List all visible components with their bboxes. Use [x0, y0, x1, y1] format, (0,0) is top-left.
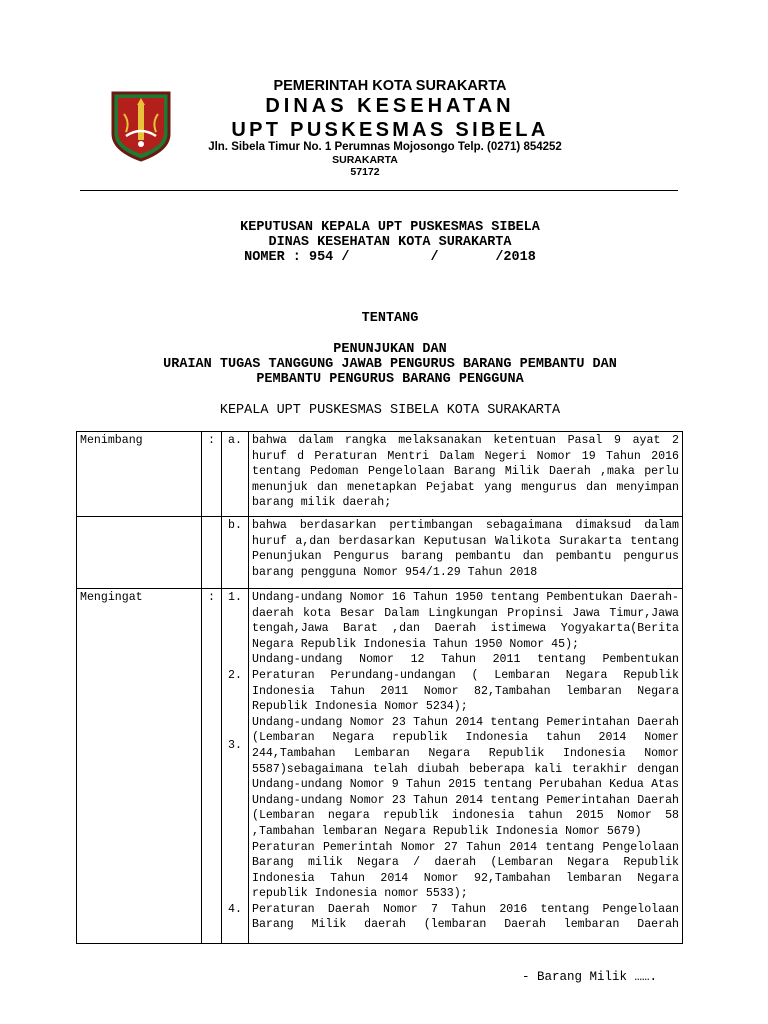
table-row	[77, 517, 683, 589]
kop-unit-name: UPT PUSKESMAS SIBELA	[231, 119, 549, 141]
menimbang-b-marker: b.	[222, 517, 249, 589]
mengingat-item-1: Undang-undang Nomor 16 Tahun 1950 tentang Pembentukan Daerah-daerah kota Besar Dalam Lingkungan Propinsi Jawa Timur,Jawa tengah,Jawa Barat ,dan Daerah istimewa Yogyakarta(Berita Negara Republik Indonesia Tahun 1950 Nomor 45);	[252, 591, 679, 651]
mengingat-marker-3: 3.	[228, 739, 242, 753]
letterhead-divider	[80, 190, 678, 191]
mengingat-item-2: Undang-undang Nomor 12 Tahun 2011 tentang Pembentukan Peraturan Perundang-undangan ( Lembaran Negara Republik Indonesia Tahun 2011 Nomor 82,Tambahan lembaran Negara Republik Indonesia Nomor 5234);	[252, 653, 679, 714]
subject-line1: PENUNJUKAN DAN	[333, 342, 447, 357]
kop-agency-name: DINAS KESEHATAN	[265, 95, 515, 117]
decree-title-line1: KEPUTUSAN KEPALA UPT PUSKESMAS SIBELA	[240, 220, 540, 235]
kop-city: SURAKARTA	[332, 154, 398, 166]
kop-address: Jln. Sibela Timur No. 1 Perumnas Mojosongo Telp. (0271) 854252	[208, 141, 562, 153]
decree-title-line2: DINAS KESEHATAN KOTA SURAKARTA	[268, 235, 512, 250]
kop-government-name: PEMERINTAH KOTA SURAKARTA	[273, 78, 507, 94]
mengingat-text	[249, 589, 683, 944]
empty-cell	[202, 517, 222, 589]
decree-number: NOMER : 954 / / /2018	[244, 250, 536, 265]
page-continuation: - Barang Milik …….	[522, 970, 658, 984]
menimbang-b-text: bahwa berdasarkan pertimbangan sebagaimana dimaksud dalam huruf a,dan berdasarkan Keputusan Walikota Surakarta tentang Penunjukan Pengurus barang pembantu dan pembantu pengurus barang pengguna Nomor 954/1.29 Tahun 2018	[249, 517, 683, 589]
mengingat-marker-2: 2.	[228, 668, 242, 682]
mengingat-marker-1: 1.	[228, 591, 242, 604]
mengingat-item-5: Peraturan Daerah Nomor 7 Tahun 2016 tentang Pengelolaan Barang Milik daerah (lembaran Daerah lembaran Daerah	[252, 902, 679, 932]
menimbang-label: Menimbang	[77, 432, 202, 517]
subject-line3: PEMBANTU PENGURUS BARANG PENGGUNA	[256, 372, 524, 387]
mengingat-label: Mengingat	[77, 589, 202, 944]
mengingat-markers	[222, 589, 249, 944]
considerations-table	[76, 431, 683, 944]
issuer-heading: KEPALA UPT PUSKESMAS SIBELA KOTA SURAKARTA	[219, 403, 561, 418]
mengingat-item-3: Undang-undang Nomor 23 Tahun 2014 tentang Pemerintahan Daerah (Lembaran Negara republik Indonesia tahun 2014 Nomer 244,Tambahan Lembaran Negara Republik Indonesia Nomor 5587)sebagaimana telah diubah beberapa kali terakhir dengan Undang-undang Nomor 9 Tahun 2015 tentang Perubahan Kedua Atas Undang-undang Nomor 23 Tahun 2014 tentang Pemerintahan Daerah (Lembaran negara republik indonesia tahun 2015 Nomor 58 ,Tambahan lembaran Negara Republik Indonesia Nomor 5679)	[252, 715, 679, 838]
mengingat-marker-4: 4.	[228, 902, 242, 916]
mengingat-colon: :	[202, 589, 222, 944]
table-row	[77, 589, 683, 944]
menimbang-a-text: bahwa dalam rangka melaksanakan ketentuan Pasal 9 ayat 2 huruf d Peraturan Mentri Dalam Negeri Nomor 19 Tahun 2016 tentang Pedoman Pengelolaan Barang Milik Daerah ,maka perlu menunjuk dan menetapkan Pejabat yang mengurus dan menyimpan barang milik daerah;	[249, 432, 683, 517]
menimbang-colon: :	[202, 432, 222, 517]
subject-line2: URAIAN TUGAS TANGGUNG JAWAB PENGURUS BARANG PEMBANTU DAN	[163, 357, 617, 372]
menimbang-a-marker: a.	[222, 432, 249, 517]
mengingat-item-4: Peraturan Pemerintah Nomor 27 Tahun 2014 tentang Pengelolaan Barang milik Negara / daerah (Lembaran Negara Republik Indonesia Tahun 2014 Nomor 92,Tambahan lembaran Negara republik Indonesia nomor 5533);	[252, 840, 679, 901]
tentang-heading: TENTANG	[361, 311, 419, 326]
kop-postal-code: 57172	[350, 166, 380, 178]
table-row	[77, 432, 683, 517]
empty-cell	[77, 517, 202, 589]
